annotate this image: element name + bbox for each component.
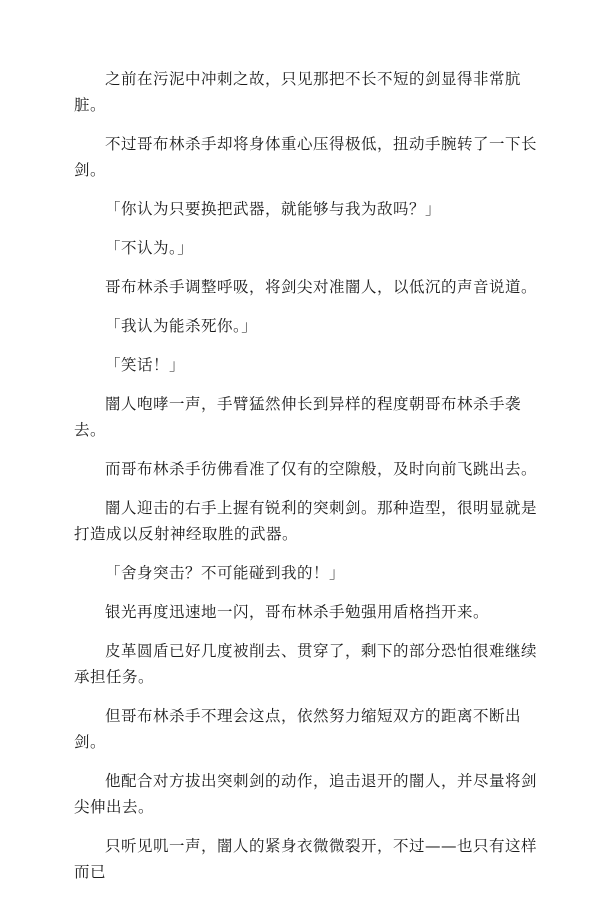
- paragraph: 「我认为能杀死你。」: [105, 317, 258, 335]
- paragraph: 他配合对方拔出突刺剑的动作，追击退开的闇人，并尽量将剑尖伸出去。: [74, 772, 538, 816]
- paragraph: 哥布林杀手调整呼吸，将剑尖对准闇人，以低沉的声音说道。: [105, 278, 538, 296]
- paragraph: 银光再度迅速地一闪，哥布林杀手勉强用盾格挡开来。: [105, 603, 490, 621]
- paragraph: 之前在污泥中冲刺之故，只见那把不长不短的剑显得非常肮脏。: [74, 70, 522, 114]
- body-text: [74, 66, 544, 898]
- paragraph: 闇人迎击的右手上握有锐利的突刺剑。那种造型，很明显就是打造成以反射神经取胜的武器。: [74, 499, 538, 543]
- paragraph: 「笑话！」: [105, 356, 186, 374]
- paragraph: 不过哥布林杀手却将身体重心压得极低，扭动手腕转了一下长剑。: [74, 135, 538, 179]
- paragraph: 「舍身突击？不可能碰到我的！」: [105, 564, 346, 582]
- paragraph: 「你认为只要换把武器，就能够与我为敌吗？」: [105, 200, 442, 218]
- paragraph: 但哥布林杀手不理会这点，依然努力缩短双方的距离不断出剑。: [74, 707, 522, 751]
- paragraph: 「不认为。」: [105, 239, 194, 257]
- paragraph: 只听见叽一声，闇人的紧身衣微微裂开，不过——也只有这样而已: [74, 837, 538, 881]
- paragraph: 皮革圆盾已好几度被削去、贯穿了，剩下的部分恐怕很难继续承担任务。: [74, 642, 538, 686]
- paragraph: 闇人咆哮一声，手臂猛然伸长到异样的程度朝哥布林杀手袭去。: [74, 395, 522, 439]
- paragraph: 而哥布林杀手彷佛看准了仅有的空隙般，及时向前飞跳出去。: [105, 460, 538, 478]
